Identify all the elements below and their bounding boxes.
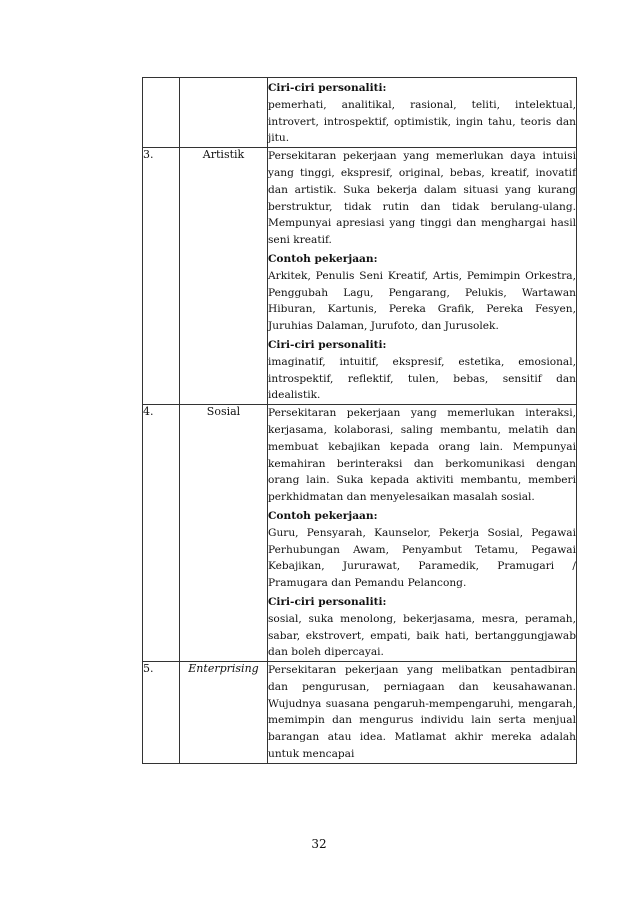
row-number: 4.	[143, 405, 180, 662]
description-text: Persekitaran pekerjaan yang melibatkan pentadbiran dan pengurusan, perniagaan dan keusahawanan. Wujudnya suasana pengaruh-mempengaruhi, mengarah, memimpin dan mengurus individu lain serta menjual barangan atau idea. Matlamat akhir mereka adalah untuk mencapai	[268, 664, 576, 761]
description-cell	[268, 148, 577, 405]
personality-type: Artistik	[180, 148, 268, 405]
personality-type	[180, 78, 268, 148]
description-cell	[268, 662, 577, 764]
description-text: imaginatif, intuitif, ekspresif, estetika, emosional, introspektif, reflektif, tulen, bebas, sensitif dan idealistik.	[268, 355, 576, 402]
personality-type: Sosial	[180, 405, 268, 662]
personality-type: Enterprising	[180, 662, 268, 764]
section-heading: Contoh pekerjaan:	[268, 509, 378, 522]
description-text: Persekitaran pekerjaan yang memerlukan daya intuisi yang tinggi, ekspresif, original, bebas, kreatif, inovatif dan artistik. Suka bekerja dalam situasi yang kurang berstruktur, tidak rutin dan tidak berulang-ulang. Mempunyai apresiasi yang tinggi dan menghargai hasil seni kreatif.	[268, 150, 576, 247]
section-heading: Ciri-ciri personaliti:	[268, 338, 387, 351]
table-row	[143, 78, 577, 148]
description-text: Guru, Pensyarah, Kaunselor, Pekerja Sosial, Pegawai Perhubungan Awam, Penyambut Tetamu, Pegawai Kebajikan, Jururawat, Paramedik, Pramugari / Pramugara dan Pemandu Pelancong.	[268, 526, 576, 590]
table-row	[143, 662, 577, 764]
section-heading: Ciri-ciri personaliti:	[268, 595, 387, 608]
table-row	[143, 405, 577, 662]
description-text: sosial, suka menolong, bekerjasama, mesra, peramah, sabar, ekstrovert, empati, baik hati, bertanggungjawab dan boleh dipercayai.	[268, 612, 576, 659]
description-text: pemerhati, analitikal, rasional, teliti, intelektual, introvert, introspektif, optimistik, ingin tahu, teoris dan jitu.	[268, 98, 576, 145]
row-number: 3.	[143, 148, 180, 405]
section-heading: Contoh pekerjaan:	[268, 252, 378, 265]
page-number: 32	[311, 837, 327, 851]
description-cell	[268, 78, 577, 148]
section-heading: Ciri-ciri personaliti:	[268, 82, 387, 94]
description-text: Persekitaran pekerjaan yang memerlukan interaksi, kerjasama, kolaborasi, saling membantu, melatih dan membuat kebajikan kepada orang lain. Mempunyai kemahiran berinteraksi dan berkomunikasi dengan orang lain. Suka kepada aktiviti membantu, memberi perkhidmatan dan menyelesaikan masalah sosial.	[268, 407, 576, 504]
description-text: Arkitek, Penulis Seni Kreatif, Artis, Pemimpin Orkestra, Penggubah Lagu, Pengarang, Pelukis, Wartawan Hiburan, Kartunis, Pereka Grafik, Pereka Fesyen, Juruhias Dalaman, Jurufoto, dan Jurusolek.	[268, 269, 576, 333]
row-number	[143, 78, 180, 148]
description-cell	[268, 405, 577, 662]
table-row	[143, 148, 577, 405]
occupation-table	[142, 77, 577, 764]
row-number: 5.	[143, 662, 180, 764]
